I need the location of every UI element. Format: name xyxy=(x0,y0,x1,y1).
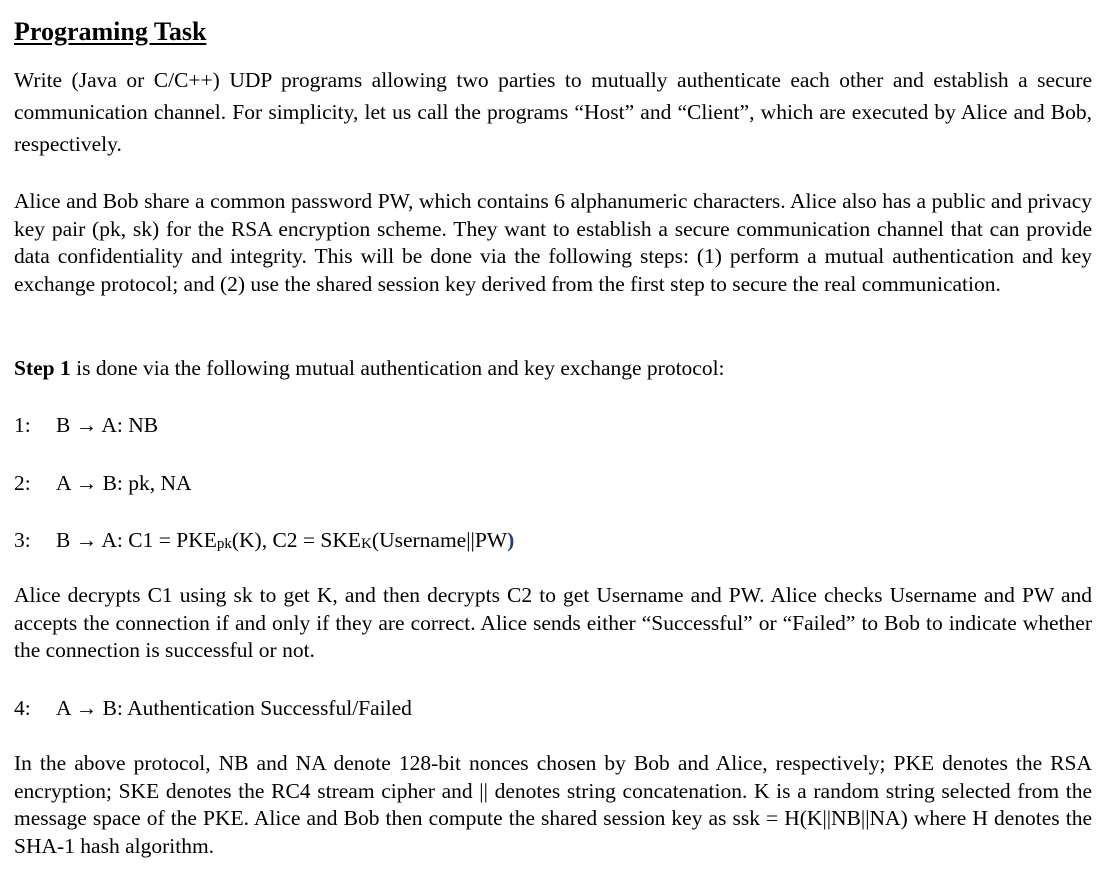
decrypt-paragraph: Alice decrypts C1 using sk to get K, and then decrypts C2 to get Username and PW. Alice checks Username and PW and accepts the connection if and only if they are correct. Alice sends either “Successful” or “Failed” to Bob to indicate whether the connection is successful or not. xyxy=(14,583,1092,662)
step-message: B → A: NB xyxy=(56,413,159,437)
closing-parenthesis: ) xyxy=(507,528,515,552)
step-message: A → B: pk, NA xyxy=(56,471,192,495)
step-message: A → B: Authentication Successful/Failed xyxy=(56,696,412,720)
setup-paragraph: Alice and Bob share a common password PW, which contains 6 alphanumeric characters. Alice also has a public and privacy key pair (pk, sk) for the RSA encryption scheme. They want to establish a secure communication channel that can provide data confidentiality and integrity. This will be done via the following steps: (1) perform a mutual authentication and key exchange protocol; and (2) use the shared session key derived from the first step to secure the real communication. xyxy=(14,189,1092,296)
protocol-step-2 xyxy=(14,469,192,497)
intro-paragraph: Write (Java or C/C++) UDP programs allowing two parties to mutually authenticate each other and establish a secure communication channel. For simplicity, let us call the programs “Host” and “Client”, which are executed by Alice and Bob, respectively. xyxy=(14,68,1092,156)
step-number: 2: xyxy=(14,471,31,495)
step1-intro-text: is done via the following mutual authentication and key exchange protocol: xyxy=(70,356,725,380)
subscript-k: K xyxy=(361,536,372,552)
step1-intro xyxy=(14,354,1092,382)
step-number: 1: xyxy=(14,413,31,437)
step1-label: Step 1 xyxy=(14,356,71,380)
step-message-post: (Username||PW xyxy=(371,528,508,552)
protocol-step-3 xyxy=(14,526,514,558)
protocol-step-1 xyxy=(14,411,158,439)
subscript-pk: pk xyxy=(216,536,232,552)
step-number: 4: xyxy=(14,696,31,720)
step-message-pre: B → A: C1 = PKE xyxy=(56,528,217,552)
protocol-step-4 xyxy=(14,694,412,722)
step-message-mid: (K), C2 = SKE xyxy=(231,528,362,552)
page-title: Programing Task xyxy=(14,17,207,46)
step-number: 3: xyxy=(14,528,31,552)
definitions-paragraph: In the above protocol, NB and NA denote 128-bit nonces chosen by Bob and Alice, respectively; PKE denotes the RSA encryption; SKE denotes the RC4 stream cipher and || denotes string concatenation. K is a random string selected from the message space of the PKE. Alice and Bob then compute the shared session key as ssk = H(K||NB||NA) where H denotes the SHA-1 hash algorithm. xyxy=(14,751,1092,858)
